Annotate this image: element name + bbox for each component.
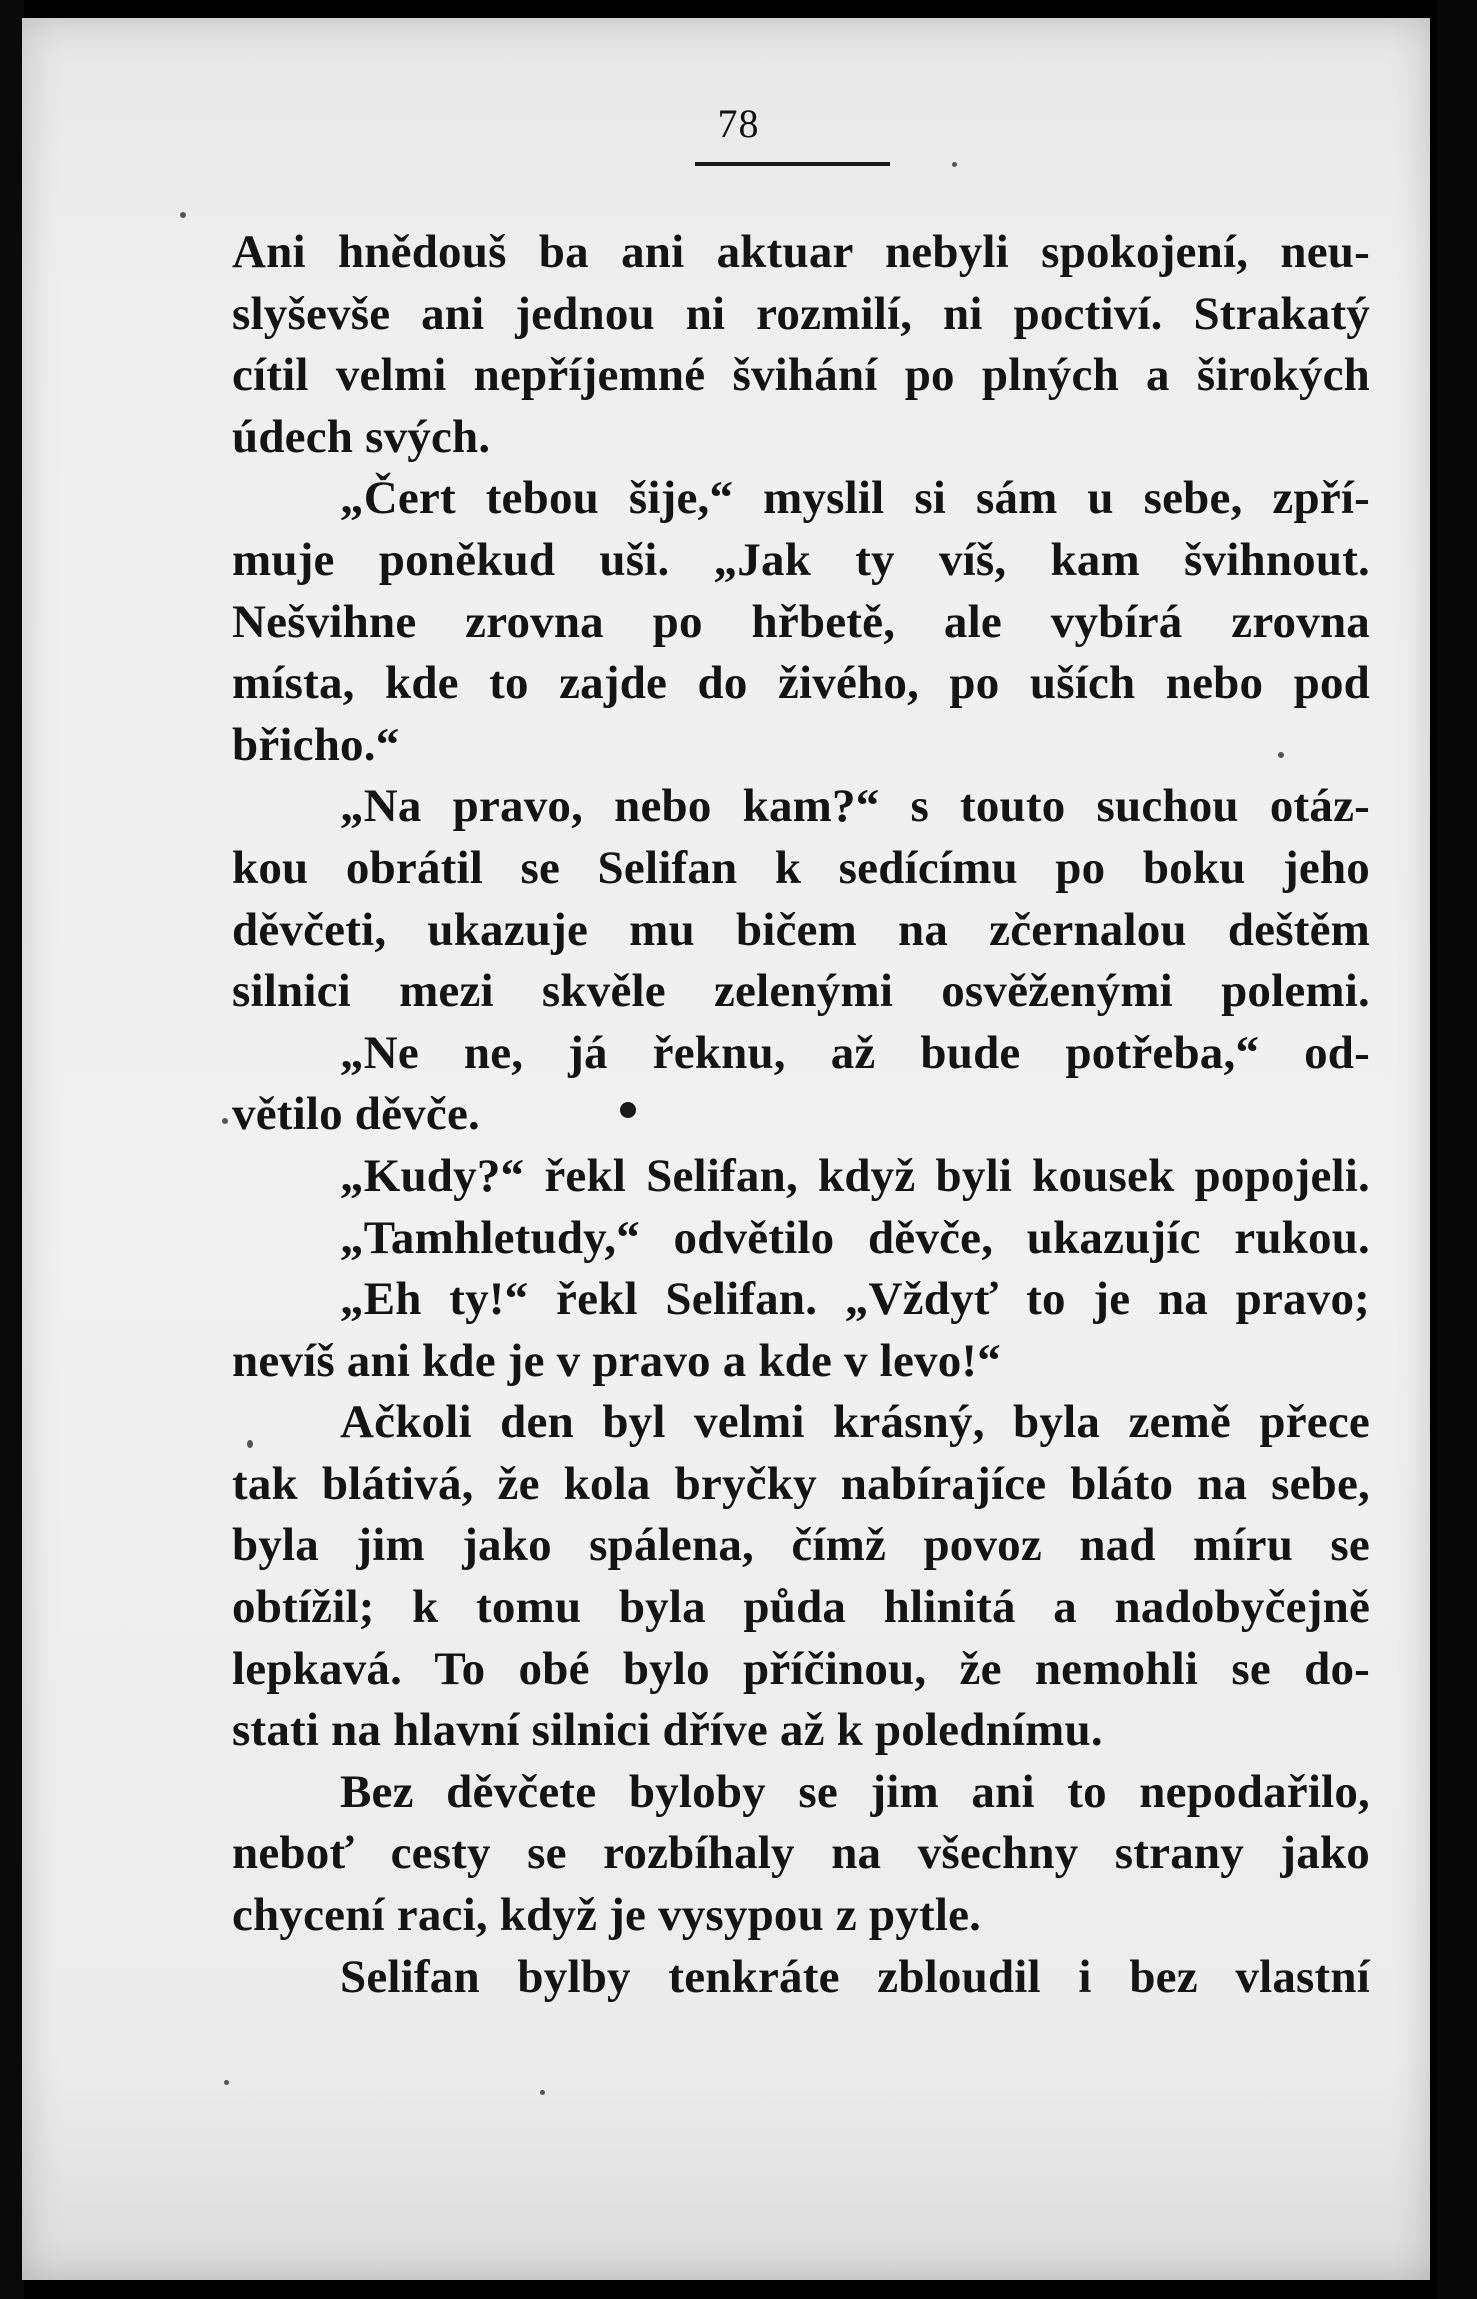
text-line: Selifan bylby tenkráte zbloudil i bez vlastní: [340, 1950, 1370, 2003]
text-line: „Eh ty!“ řekl Selifan. „Vždyť to je na pravo;: [340, 1273, 1370, 1326]
scan-border-left: [0, 0, 24, 2299]
text-line: větilo děvče.: [232, 1088, 480, 1141]
body-text: [232, 222, 1370, 2008]
print-speck: [222, 1118, 228, 1124]
text-line: tak blátivá, že kola bryčky nabírajíce bláto na sebe,: [232, 1457, 1370, 1510]
text-line: břicho.“: [232, 718, 400, 771]
page-number-rule: [695, 162, 890, 166]
scan-border-right: [1437, 0, 1477, 2299]
text-line: lepkavá. To obé bylo příčinou, že nemohli se do-: [232, 1642, 1370, 1695]
text-line: „Čert tebou šije,“ myslil si sám u sebe, zpří-: [340, 472, 1370, 525]
print-speck: [540, 2090, 545, 2095]
text-line: neboť cesty se rozbíhaly na všechny strany jako: [232, 1827, 1370, 1880]
print-speck: [247, 1440, 253, 1448]
text-line: údech svých.: [232, 410, 491, 463]
text-line: stati na hlavní silnici dříve až k polednímu.: [232, 1704, 1103, 1757]
text-line: Ačkoli den byl velmi krásný, byla země přece: [340, 1396, 1370, 1449]
text-line: „Kudy?“ řekl Selifan, když byli kousek popojeli.: [340, 1149, 1370, 1202]
print-speck: [224, 2080, 229, 2085]
text-line: místa, kde to zajde do živého, po uších nebo pod: [232, 657, 1370, 710]
text-line: „Ne ne, já řeknu, až bude potřeba,“ od-: [340, 1026, 1370, 1079]
text-line: Ani hnědouš ba ani aktuar nebyli spokojení, neu-: [232, 226, 1370, 278]
text-line: cítil velmi nepříjemné švihání po plných a širokých: [232, 349, 1370, 402]
text-line: silnici mezi skvěle zelenými osvěženými polemi.: [232, 965, 1370, 1018]
text-line: byla jim jako spálena, čímž povoz nad míru se: [232, 1519, 1370, 1572]
text-line: nevíš ani kde je v pravo a kde v levo!“: [232, 1334, 1001, 1387]
print-speck: [180, 212, 186, 218]
text-line: „Tamhletudy,“ odvětilo děvče, ukazujíc rukou.: [340, 1211, 1370, 1264]
text-line: děvčeti, ukazuje mu bičem na zčernalou deštěm: [232, 903, 1370, 956]
text-line: chycení raci, když je vysypou z pytle.: [232, 1889, 982, 1942]
text-line: muje poněkud uši. „Jak ty víš, kam švihnout.: [232, 533, 1370, 586]
text-line: Nešvihne zrovna po hřbetě, ale vybírá zrovna: [232, 595, 1370, 648]
print-speck: [620, 1102, 636, 1118]
text-line: obtížil; k tomu byla půda hlinitá a nadobyčejně: [232, 1581, 1370, 1634]
page-number: 78: [717, 101, 760, 146]
text-line: slyševše ani jednou ni rozmilí, ni poctiví. Strakatý: [232, 287, 1370, 340]
text-line: „Na pravo, nebo kam?“ s touto suchou otáz-: [340, 780, 1370, 833]
print-speck: [952, 162, 957, 167]
print-speck: [1278, 752, 1284, 758]
text-line: kou obrátil se Selifan k sedícímu po boku jeho: [232, 841, 1370, 894]
text-line: Bez děvčete byloby se jim ani to nepodařilo,: [340, 1765, 1370, 1818]
